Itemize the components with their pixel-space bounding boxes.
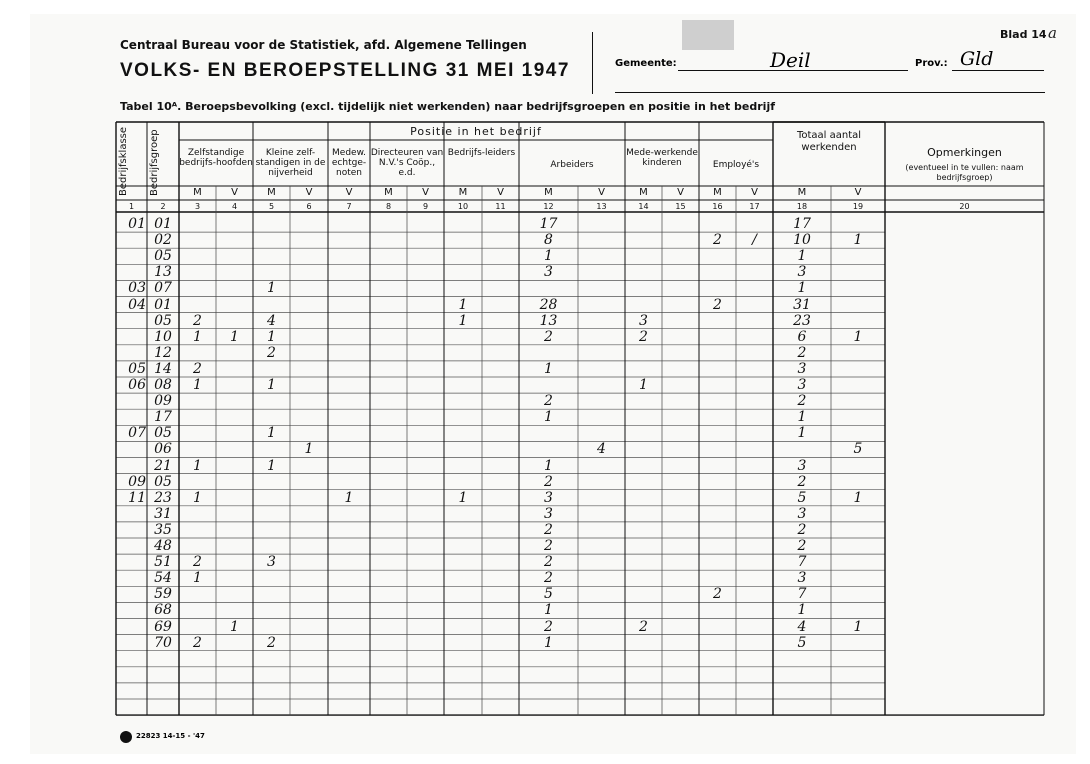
row-bedrijfsklasse: 05 [128,360,146,377]
row-value: 1 [458,312,468,329]
sub-header-v: V [422,187,429,198]
row-value: 2 [193,634,202,651]
row-value: 1 [344,489,354,506]
row-value: 5 [797,489,807,506]
row-value: 4 [267,312,276,329]
sub-header-m: M [384,187,393,198]
column-number: 9 [422,202,429,211]
row-bedrijfsgroep: 70 [154,634,172,651]
row-value: 1 [267,377,276,393]
row-value: 3 [797,360,807,377]
row-value: 1 [544,602,553,619]
row-value: 7 [797,586,807,603]
row-value: 2 [797,538,807,554]
row-value: 1 [797,248,807,265]
row-value: 17 [539,216,558,232]
form-title: VOLKS- EN BEROEPSTELLING 31 MEI 1947 [120,60,570,81]
row-bedrijfsgroep: 59 [154,586,172,603]
row-value: 17 [793,216,811,232]
row-value: 2 [797,344,807,361]
row-bedrijfsgroep: 54 [154,570,172,587]
row-value: 1 [193,377,202,393]
column-header-opmerkingen: Opmerkingen [927,146,1002,159]
row-value: 2 [544,393,553,410]
row-value: 1 [797,409,807,426]
column-number: 6 [306,202,312,211]
column-number: 4 [231,202,238,211]
row-bedrijfsgroep: 02 [154,232,172,249]
row-value: 23 [793,312,811,329]
row-value: 4 [797,618,807,635]
row-value: 1 [230,618,239,635]
blad-label: Blad 14 [1000,28,1047,41]
row-bedrijfsgroep: 01 [154,216,172,232]
row-value: 3 [544,505,553,522]
sub-header-v: V [305,187,313,198]
row-value: 5 [544,586,553,603]
row-value: 1 [267,280,276,297]
column-number: 3 [194,202,201,211]
row-value: 2 [544,570,553,587]
row-value: 1 [544,248,553,265]
row-bedrijfsgroep: 69 [154,618,172,635]
row-bedrijfsklasse: 06 [128,377,146,393]
row-value: 31 [793,296,811,313]
row-bedrijfsklasse: 07 [128,425,146,442]
column-number: 5 [268,202,275,211]
column-header-arbeiders: Arbeiders [550,160,594,170]
census-form-page [30,14,1076,754]
row-value: 10 [793,232,811,249]
row-value: 5 [853,441,863,458]
row-value: 2 [193,554,202,571]
row-bedrijfsgroep: 48 [154,538,172,554]
row-value: 3 [267,554,276,571]
row-value: 1 [853,232,863,249]
row-value: 1 [304,441,314,458]
column-number: 17 [749,202,760,211]
prov-value: Gld [960,48,994,70]
row-value: 1 [544,360,553,377]
sub-header-v: V [751,187,758,198]
sub-header-v: V [677,187,684,198]
row-bedrijfsgroep: 17 [154,409,172,426]
column-number: 2 [160,202,166,211]
column-header-totaal: Totaal aantal werkenden [796,130,862,153]
row-value: 1 [797,602,807,619]
column-number: 10 [457,202,469,211]
row-value: 1 [267,425,276,442]
row-value: 13 [539,312,558,329]
row-value: 2 [544,538,553,554]
tabel-title: Tabel 10ᴬ. Beroepsbevolking (excl. tijdelijk niet werkenden) naar bedrijfsgroepen en positie in het bedrijf [120,100,775,113]
row-bedrijfsgroep: 07 [154,280,172,297]
row-value: 2 [713,586,722,603]
row-value: 1 [544,409,553,426]
column-number: 8 [385,202,392,211]
row-value: 2 [544,473,553,490]
row-value: 2 [544,521,553,538]
row-value: 1 [267,457,276,474]
column-header-positie: Positie in het bedrijf [410,125,542,138]
column-number: 15 [675,202,686,211]
row-bedrijfsklasse: 03 [128,280,146,297]
row-value: 2 [797,473,807,490]
row-bedrijfsgroep: 68 [154,602,172,619]
row-value: 28 [539,296,558,313]
row-value: 3 [797,457,807,474]
row-bedrijfsklasse: 11 [128,489,146,506]
row-bedrijfsklasse: 04 [128,296,146,313]
row-value: / [752,232,757,249]
row-value: 1 [193,457,202,474]
row-bedrijfsgroep: 05 [154,248,172,265]
row-value: 2 [193,360,202,377]
column-number: 20 [959,202,970,211]
row-value: 2 [267,634,276,651]
sub-header-v: V [497,187,504,198]
column-number: 14 [638,202,649,211]
row-value: 2 [639,618,648,635]
row-bedrijfsgroep: 35 [154,521,172,538]
row-value: 1 [458,296,468,313]
row-value: 5 [797,634,807,651]
sub-header-m: M [544,187,553,198]
row-value: 8 [544,232,553,249]
bureau-header: Centraal Bureau voor de Statistiek, afd. Algemene Tellingen [120,38,527,52]
row-bedrijfsgroep: 05 [154,312,172,329]
sub-header-v: V [231,187,238,198]
footer-code: 22823 14-15 - '47 [136,732,205,740]
row-bedrijfsgroep: 08 [154,377,172,393]
row-value: 2 [713,296,722,313]
row-bedrijfsgroep: 12 [154,344,172,361]
row-value: 2 [797,393,807,410]
row-bedrijfsgroep: 10 [154,328,172,345]
row-value: 2 [544,618,553,635]
row-value: 1 [193,328,202,345]
sub-header-v: V [854,187,862,198]
row-bedrijfsgroep: 01 [154,296,172,313]
row-bedrijfsgroep: 31 [154,505,172,522]
row-bedrijfsgroep: 14 [154,360,172,377]
sub-header-v: V [598,187,605,198]
row-value: 2 [713,232,722,249]
row-value: 3 [639,312,648,329]
row-value: 6 [797,328,807,345]
column-header-medew: Medew. echtge-noten [331,148,367,178]
row-value: 2 [797,521,807,538]
sub-header-m: M [713,187,722,198]
row-bedrijfsgroep: 13 [154,264,172,281]
column-number: 19 [852,202,864,211]
row-value: 1 [797,425,807,442]
row-value: 2 [544,328,553,345]
row-value: 1 [458,489,468,506]
sub-header-m: M [639,187,648,198]
row-value: 1 [230,328,239,345]
column-header-directeuren: Directeuren van N.V.'s Coöp., e.d. [370,148,444,178]
row-value: 7 [797,554,807,571]
row-bedrijfsgroep: 23 [154,489,172,506]
sub-header-v: V [345,187,353,198]
column-header-opmerkingen-sub: (eventueel in te vullen: naam bedrijfsgroep) [905,163,1024,182]
row-value: 3 [797,377,807,393]
row-value: 2 [639,328,648,345]
row-value: 4 [597,441,606,458]
row-value: 3 [544,264,553,281]
row-value: 1 [639,377,648,393]
gemeente-label: Gemeente: [615,58,677,69]
column-number: 16 [712,202,723,211]
row-value: 1 [267,328,276,345]
column-header-kleine: Kleine zelf-standigen in de nijverheid [255,148,326,178]
column-number: 1 [128,202,135,211]
column-number: 12 [543,202,554,211]
column-number: 11 [495,202,506,211]
column-header-bedrijfsklasse: Bedrijfsklasse [118,126,129,196]
row-bedrijfsgroep: 21 [154,457,172,474]
row-value: 2 [193,312,202,329]
column-header-medewerkende: Mede-werkende kinderen [626,148,698,168]
row-value: 3 [797,505,807,522]
sub-header-m: M [797,187,807,198]
row-value: 3 [797,264,807,281]
row-value: 1 [544,634,553,651]
row-value: 1 [193,570,202,587]
column-number: 13 [596,202,607,211]
column-header-zelfstandige: Zelfstandige bedrijfs-hoofden [179,148,253,168]
row-bedrijfsgroep: 05 [154,473,172,490]
row-bedrijfsgroep: 09 [154,393,172,410]
blad-handwritten: a [1048,24,1057,42]
column-number: 7 [346,202,352,211]
sub-header-m: M [267,187,276,198]
row-bedrijfsgroep: 06 [154,441,172,458]
gemeente-value: Deil [770,48,811,72]
footer-logo [120,731,132,743]
row-bedrijfsgroep: 51 [154,554,172,571]
row-value: 1 [853,618,863,635]
row-bedrijfsgroep: 05 [154,425,172,442]
sub-header-m: M [458,187,468,198]
row-value: 1 [853,328,863,345]
column-header-bedrijfsgroep: Bedrijfsgroep [149,129,160,196]
column-header-bedrijfsleiders: Bedrijfs-leiders [447,148,516,158]
row-value: 1 [853,489,863,506]
row-value: 3 [544,489,553,506]
row-value: 1 [797,280,807,297]
row-bedrijfsklasse: 09 [128,473,146,490]
column-number: 18 [796,202,808,211]
row-value: 3 [797,570,807,587]
row-value: 1 [193,489,202,506]
sub-header-m: M [193,187,202,198]
row-value: 2 [267,344,276,361]
row-value: 2 [544,554,553,571]
column-header-employes: Employé's [712,160,760,170]
row-bedrijfsklasse: 01 [128,216,146,232]
prov-label: Prov.: [915,58,948,69]
row-value: 1 [544,457,553,474]
